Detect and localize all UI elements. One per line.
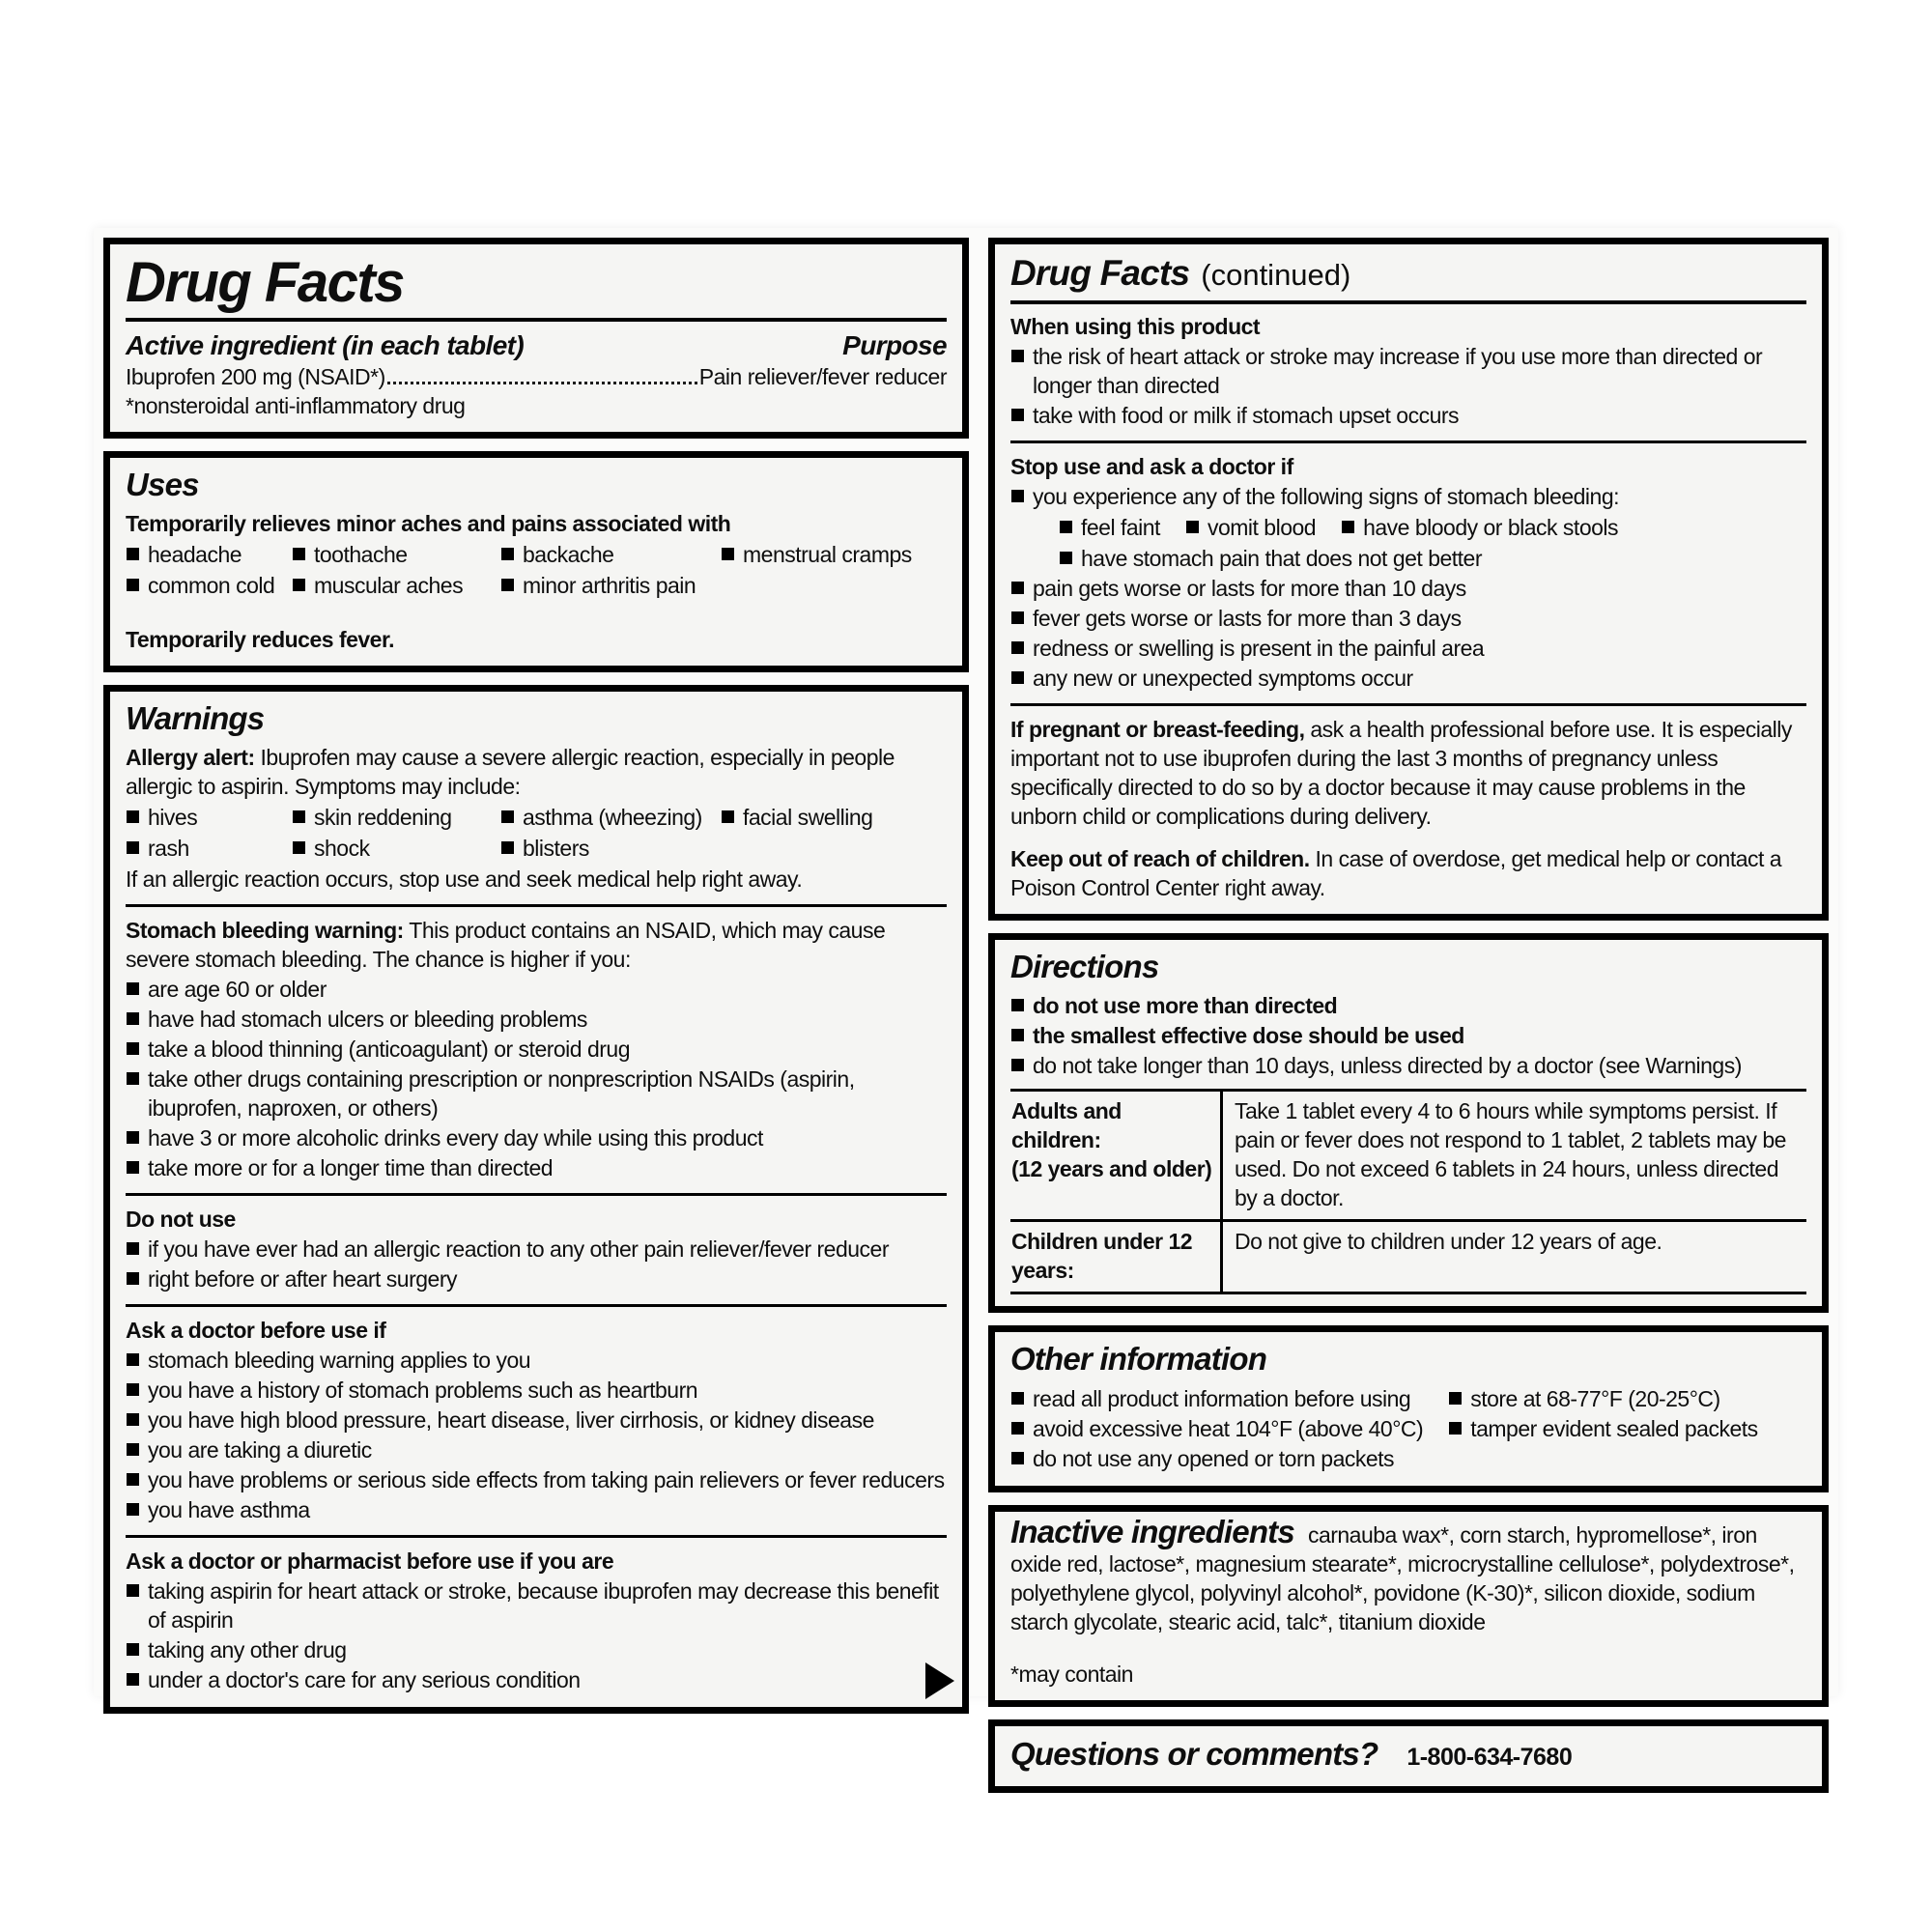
bullet-item: take more or for a longer time than directed	[126, 1153, 947, 1182]
uses-outro: Temporarily reduces fever.	[126, 627, 395, 652]
bullet-item: do not use more than directed	[1010, 991, 1806, 1020]
bullet-square-icon	[127, 810, 139, 823]
bullet-item: skin reddening	[292, 803, 500, 832]
bullet-item: vomit blood	[1185, 513, 1316, 542]
continued-suffix: (continued)	[1201, 258, 1351, 292]
inactive-ingredients-box	[988, 1505, 1829, 1707]
bullet-square-icon	[127, 1161, 139, 1174]
may-contain-footnote: *may contain	[1010, 1662, 1133, 1687]
bullet-square-icon	[1011, 1059, 1024, 1071]
other-information-col2	[1448, 1383, 1806, 1474]
uses-box	[103, 451, 969, 672]
bullet-item: right before or after heart surgery	[126, 1264, 947, 1293]
bullet-item: taking aspirin for heart attack or stroke, because ibuprofen may decrease this benefit of aspirin	[126, 1577, 947, 1634]
divider	[1010, 440, 1806, 443]
bullet-square-icon	[127, 1383, 139, 1396]
bullet-item: do not take longer than 10 days, unless directed by a doctor (see Warnings)	[1010, 1051, 1806, 1080]
bullet-square-icon	[127, 1673, 139, 1686]
right-column	[988, 238, 1829, 1772]
bullet-square-icon	[127, 1072, 139, 1085]
bullet-item: if you have ever had an allergic reaction to any other pain reliever/fever reducer	[126, 1235, 947, 1264]
bullet-square-icon	[1011, 999, 1024, 1011]
questions-heading: Questions or comments?	[1010, 1736, 1378, 1772]
stomach-bleeding-signs-row2	[1059, 544, 1806, 573]
spacer	[126, 602, 947, 625]
table-row	[1010, 1092, 1806, 1219]
bullet-square-icon	[127, 1131, 139, 1144]
ingredient-name: Ibuprofen 200 mg (NSAID*)	[126, 364, 385, 389]
bullet-item: the smallest effective dose should be used	[1010, 1021, 1806, 1050]
inactive-ingredients-paragraph	[1010, 1514, 1806, 1636]
dosage-instructions: Take 1 tablet every 4 to 6 hours while symptoms persist. If pain or fever does not respond to 1 tablet, 2 tablets may be used. Do not exceed 6 tablets in 24 hours, unless directed by a doctor.	[1235, 1098, 1786, 1210]
bullet-item: you experience any of the following signs of stomach bleeding:	[1010, 482, 1806, 511]
bullet-item: pain gets worse or lasts for more than 10 days	[1010, 574, 1806, 603]
bullet-item: you are taking a diuretic	[126, 1435, 947, 1464]
bullet-square-icon	[127, 1584, 139, 1597]
bullet-item: muscular aches	[292, 571, 500, 600]
spacer	[1010, 831, 1806, 844]
bullet-square-icon	[127, 1353, 139, 1366]
questions-box	[988, 1719, 1829, 1793]
bullet-item: facial swelling	[721, 803, 947, 832]
bullet-square-icon	[127, 579, 139, 591]
bullet-square-icon	[501, 579, 514, 591]
bullet-square-icon	[722, 548, 734, 560]
bullet-item: headache	[126, 540, 292, 569]
drug-facts-title: Drug Facts	[126, 251, 404, 314]
stomach-bleeding-lead: Stomach bleeding warning:	[126, 918, 404, 943]
when-using-heading: When using this product	[1010, 314, 1261, 339]
bullet-square-icon	[293, 810, 305, 823]
bullet-square-icon	[501, 841, 514, 854]
bullet-item: store at 68-77°F (20-25°C)	[1448, 1384, 1806, 1413]
drug-facts-continued-title	[1010, 252, 1806, 297]
keep-out-paragraph: Keep out of reach of children. In case of overdose, get medical help or contact a Poison Control Center right away.	[1010, 846, 1782, 900]
drug-facts-label	[94, 228, 1838, 1772]
bullet-item: are age 60 or older	[126, 975, 947, 1004]
bullet-square-icon	[127, 1443, 139, 1456]
keep-out-lead: Keep out of reach of children.	[1010, 846, 1310, 871]
stomach-bleeding-paragraph: Stomach bleeding warning: This product contains an NSAID, which may cause severe stomach bleeding. The chance is higher if you:	[126, 918, 886, 972]
bullet-square-icon	[1011, 1029, 1024, 1041]
divider	[126, 904, 947, 907]
dotted-leader	[387, 382, 697, 384]
bullet-square-icon	[127, 1643, 139, 1656]
bullet-square-icon	[127, 982, 139, 995]
bullet-square-icon	[501, 548, 514, 560]
inactive-ingredients-heading: Inactive ingredients	[1010, 1514, 1294, 1549]
bullet-item: have had stomach ulcers or bleeding problems	[126, 1005, 947, 1034]
bullet-item: common cold	[126, 571, 292, 600]
warnings-box	[103, 685, 969, 1714]
continued-arrow-icon	[925, 1662, 954, 1699]
directions-box	[988, 933, 1829, 1313]
bullet-square-icon	[1186, 521, 1199, 533]
bullet-square-icon	[1449, 1392, 1462, 1405]
bullet-square-icon	[127, 1413, 139, 1426]
do-not-use-heading: Do not use	[126, 1207, 236, 1232]
questions-row	[1010, 1736, 1806, 1773]
bullet-square-icon	[127, 1042, 139, 1055]
bullet-square-icon	[1060, 521, 1072, 533]
bullet-square-icon	[127, 1272, 139, 1285]
bullet-item: toothache	[292, 540, 500, 569]
bullet-item: take a blood thinning (anticoagulant) or steroid drug	[126, 1035, 947, 1064]
uses-intro: Temporarily relieves minor aches and pains associated with	[126, 511, 731, 536]
divider	[126, 1304, 947, 1307]
allergy-alert-lead: Allergy alert:	[126, 745, 255, 770]
title-active-ingredient-box	[103, 238, 969, 439]
bullet-square-icon	[127, 1503, 139, 1516]
dosage-age-group: Adults and children: (12 years and older)	[1010, 1092, 1223, 1219]
bullet-item: fever gets worse or lasts for more than 3 days	[1010, 604, 1806, 633]
other-information-heading: Other information	[1010, 1341, 1267, 1377]
bullet-square-icon	[1011, 1422, 1024, 1435]
bullet-item: asthma (wheezing)	[500, 803, 721, 832]
bullet-square-icon	[1011, 490, 1024, 502]
bullet-square-icon	[1011, 409, 1024, 421]
bullet-item: you have problems or serious side effects from taking pain relievers or fever reducers	[126, 1465, 947, 1494]
bullet-item: have 3 or more alcoholic drinks every day while using this product	[126, 1123, 947, 1152]
divider	[126, 1193, 947, 1196]
divider	[1010, 703, 1806, 706]
bullet-item: feel faint	[1059, 513, 1160, 542]
bullet-item: taking any other drug	[126, 1635, 947, 1664]
bullet-item: shock	[292, 834, 500, 863]
phone-number: 1-800-634-7680	[1406, 1744, 1573, 1771]
bullet-square-icon	[1011, 350, 1024, 362]
purpose-heading: Purpose	[842, 330, 947, 360]
bullet-square-icon	[1449, 1422, 1462, 1435]
warnings-heading: Warnings	[126, 700, 265, 736]
bullet-square-icon	[1011, 671, 1024, 684]
drug-facts-title-continued: Drug Facts	[1010, 253, 1190, 293]
bullet-square-icon	[293, 841, 305, 854]
bullet-item: redness or swelling is present in the painful area	[1010, 634, 1806, 663]
bullet-square-icon	[722, 810, 734, 823]
bullet-square-icon	[127, 1242, 139, 1255]
bullet-square-icon	[1011, 1452, 1024, 1464]
bullet-square-icon	[293, 548, 305, 560]
bullet-item: you have high blood pressure, heart disease, liver cirrhosis, or kidney disease	[126, 1406, 947, 1435]
divider	[126, 318, 947, 322]
dosage-age-group: Children under 12 years:	[1010, 1222, 1223, 1292]
dosage-table	[1010, 1089, 1806, 1294]
bullet-square-icon	[501, 810, 514, 823]
pregnant-paragraph: If pregnant or breast-feeding, ask a health professional before use. It is especially important not to use ibuprofen during the last 3 months of pregnancy unless specifically directed to do so by a doctor because it may cause problems in the unborn child or complications during delivery.	[1010, 717, 1792, 829]
ask-doctor-heading: Ask a doctor before use if	[126, 1318, 386, 1343]
continued-box	[988, 238, 1829, 921]
bullet-square-icon	[1342, 521, 1354, 533]
bullet-square-icon	[127, 1473, 139, 1486]
bullet-square-icon	[1011, 611, 1024, 624]
bullet-item: menstrual cramps	[721, 540, 947, 569]
bullet-item: tamper evident sealed packets	[1448, 1414, 1806, 1443]
bullet-item: read all product information before using	[1010, 1384, 1448, 1413]
bullet-square-icon	[127, 1012, 139, 1025]
left-column	[103, 238, 969, 1692]
bullet-item: stomach bleeding warning applies to you	[126, 1346, 947, 1375]
nsaid-footnote: *nonsteroidal anti-inflammatory drug	[126, 393, 466, 418]
bullet-item: take other drugs containing prescription or nonprescription NSAIDs (aspirin, ibuprofen, naproxen, or others)	[126, 1065, 947, 1122]
allergy-outro: If an allergic reaction occurs, stop use and seek medical help right away.	[126, 867, 803, 892]
other-information-columns	[1010, 1383, 1806, 1474]
inactive-ingredients-list: carnauba wax*, corn starch, hypromellose*, iron oxide red, lactose*, magnesium stearate*, microcrystalline cellulose*, polydextrose*, polyethylene glycol, polyvinyl alcohol*, povidone (K-30)*, silicon dioxide, sodium starch glycolate, stearic acid, talc*, titanium dioxide	[1010, 1522, 1795, 1634]
bullet-square-icon	[127, 841, 139, 854]
bullet-item: hives	[126, 803, 292, 832]
bullet-item: have bloody or black stools	[1341, 513, 1618, 542]
bullet-item: have stomach pain that does not get better	[1059, 544, 1806, 573]
bullet-square-icon	[1060, 552, 1072, 564]
bullet-square-icon	[1011, 1392, 1024, 1405]
bullet-square-icon	[1011, 582, 1024, 594]
bullet-item: blisters	[500, 834, 721, 863]
directions-heading: Directions	[1010, 949, 1159, 984]
uses-heading: Uses	[126, 467, 199, 502]
active-ingredient-heading: Active ingredient (in each tablet)	[126, 330, 525, 360]
active-ingredient-row	[126, 362, 947, 391]
allergy-alert-paragraph: Allergy alert: Ibuprofen may cause a severe allergic reaction, especially in people allergic to aspirin. Symptoms may include:	[126, 745, 895, 799]
table-row	[1010, 1219, 1806, 1292]
bullet-item: take with food or milk if stomach upset occurs	[1010, 401, 1806, 430]
allergy-bullet-grid	[126, 802, 947, 864]
divider	[126, 1535, 947, 1538]
ask-pharmacist-heading: Ask a doctor or pharmacist before use if you are	[126, 1548, 614, 1574]
bullet-item: rash	[126, 834, 292, 863]
ingredient-purpose: Pain reliever/fever reducer	[698, 364, 947, 389]
stop-use-heading: Stop use and ask a doctor if	[1010, 454, 1293, 479]
dosage-instructions: Do not give to children under 12 years of age.	[1235, 1229, 1662, 1254]
bullet-square-icon	[293, 579, 305, 591]
bullet-square-icon	[1011, 641, 1024, 654]
bullet-item: you have asthma	[126, 1495, 947, 1524]
bullet-item: avoid excessive heat 104°F (above 40°C)	[1010, 1414, 1448, 1443]
bullet-item: do not use any opened or torn packets	[1010, 1444, 1448, 1473]
bullet-item: minor arthritis pain	[500, 571, 721, 600]
bullet-item: backache	[500, 540, 721, 569]
stomach-bleeding-signs-row	[1059, 512, 1806, 543]
bullet-item: you have a history of stomach problems such as heartburn	[126, 1376, 947, 1405]
bullet-item: under a doctor's care for any serious condition	[126, 1665, 947, 1694]
active-ingredient-heading-row	[126, 329, 947, 362]
divider	[1010, 300, 1806, 304]
pregnant-lead: If pregnant or breast-feeding,	[1010, 717, 1305, 742]
uses-bullet-grid	[126, 539, 947, 601]
bullet-item: any new or unexpected symptoms occur	[1010, 664, 1806, 693]
bullet-item: the risk of heart attack or stroke may increase if you use more than directed or longer than directed	[1010, 342, 1806, 400]
bullet-square-icon	[127, 548, 139, 560]
other-information-box	[988, 1325, 1829, 1492]
other-information-col1	[1010, 1383, 1448, 1474]
